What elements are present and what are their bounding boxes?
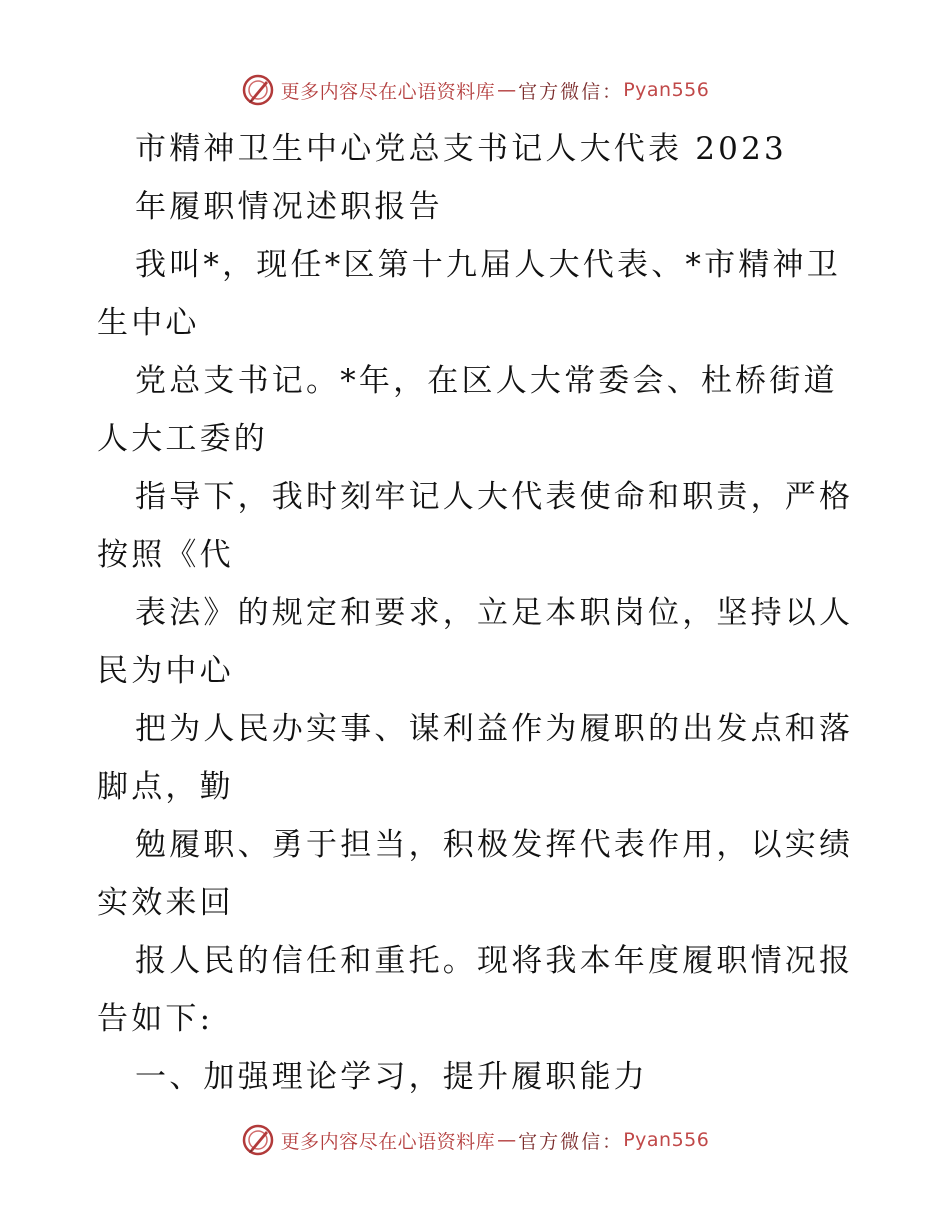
paragraph-line: 我叫*，现任*区第十九届人大代表、*市精神卫 — [135, 247, 841, 283]
footer-watermark — [0, 1120, 950, 1160]
paragraph-line: 按照《代 — [97, 537, 234, 573]
paragraph-line: 一、加强理论学习，提升履职能力 — [135, 1059, 648, 1095]
watermark-label: 官方微信： — [518, 1130, 624, 1153]
quill-pen-logo-icon — [241, 73, 275, 107]
paragraph-line: 指导下，我时刻牢记人大代表使命和职责，严格 — [135, 479, 854, 515]
paragraph-line: 表法》的规定和要求，立足本职岗位，坚持以人 — [135, 595, 854, 631]
paragraph-line: 勉履职、勇于担当，积极发挥代表作用，以实绩 — [135, 827, 854, 863]
paragraph-line: 党总支书记。*年，在区人大常委会、杜桥街道 — [135, 363, 838, 399]
document-body — [97, 120, 857, 1106]
paragraph-line: 人大工委的 — [97, 421, 268, 457]
paragraph-line: 年履职情况述职报告 — [135, 189, 443, 225]
paragraph-line: 实效来回 — [97, 885, 234, 921]
paragraph-line: 告如下: — [97, 1001, 214, 1037]
paragraph-line: 脚点，勤 — [97, 769, 234, 805]
paragraph-line: 民为中心 — [97, 653, 234, 689]
paragraph-line: 报人民的信任和重托。现将我本年度履职情况报 — [135, 943, 854, 979]
paragraph-line: 市精神卫生中心党总支书记人大代表 2023 — [135, 131, 787, 167]
quill-pen-logo-icon — [241, 1123, 275, 1157]
header-watermark — [0, 70, 950, 110]
watermark-text: 更多内容尽在心语资料库 — [280, 1130, 496, 1153]
watermark-wechat-id: Pyan556 — [623, 79, 710, 101]
watermark-label: 官方微信： — [518, 80, 624, 103]
paragraph-line: 把为人民办实事、谋利益作为履职的出发点和落 — [135, 711, 854, 747]
paragraph-line: 生中心 — [97, 305, 200, 341]
watermark-wechat-id: Pyan556 — [623, 1129, 710, 1151]
watermark-separator: — — [497, 79, 517, 101]
watermark-separator: — — [497, 1129, 517, 1151]
watermark-text: 更多内容尽在心语资料库 — [280, 80, 496, 103]
